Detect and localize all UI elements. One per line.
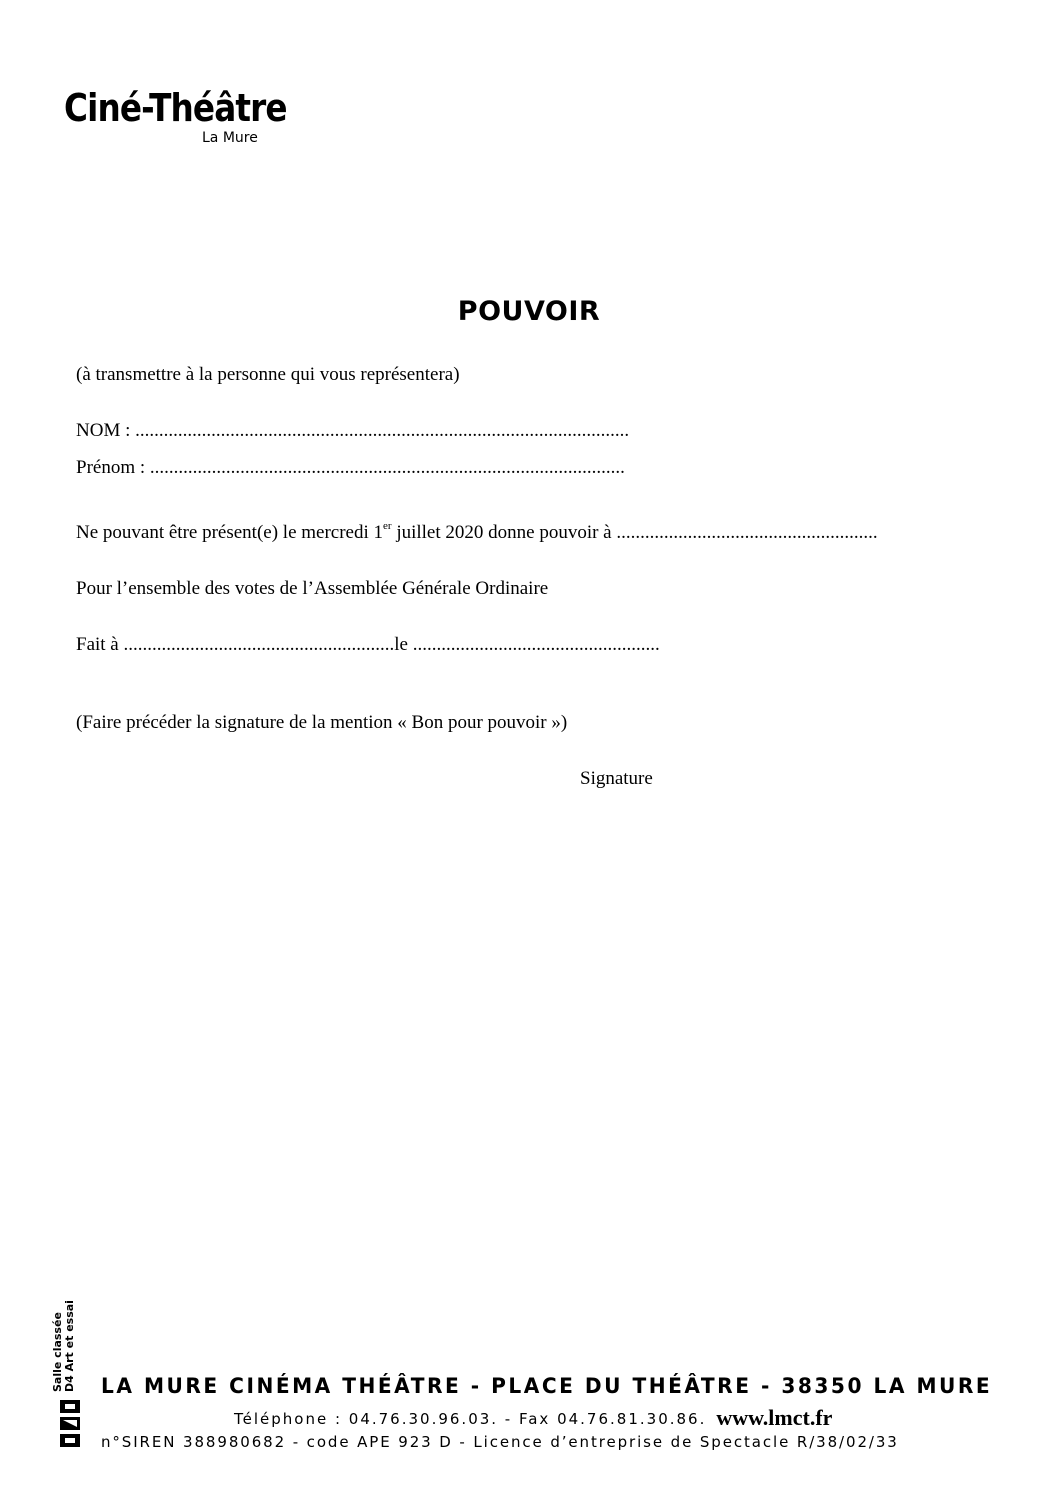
place-date-line: Fait à .........................................................le .................................................... [76,634,660,655]
side-label-line1: Salle classée [51,1312,64,1392]
logo-name: Ciné-Théâtre [64,86,287,130]
footer-website-link[interactable]: www.lmct.fr [716,1405,833,1430]
proxy-statement-end: juillet 2020 donne pouvoir à ....................................................... [391,522,878,543]
proxy-statement [76,522,878,544]
footer-address: LA MURE CINÉMA THÉÂTRE - PLACE DU THÉÂTRE - 38350 LA MURE [101,1374,993,1398]
footer-phone-fax: Téléphone : 04.76.30.96.03. - Fax 04.76.81.30.86. [234,1410,707,1428]
side-label-line2: D4 Art et essai [63,1300,76,1392]
proxy-statement-start: Ne pouvant être présent(e) le mercredi 1 [76,522,384,543]
footer-legal: n°SIREN 388980682 - code APE 923 D - Licence d’entreprise de Spectacle R/38/02/33 [101,1433,899,1451]
logo-place: La Mure [202,130,258,146]
footer-contact [234,1404,832,1430]
art-et-essai-logo-icon [58,1400,82,1448]
nom-field-line: NOM : ........................................................................................................ [76,420,630,441]
signature-label: Signature [580,768,653,789]
cine-theatre-logo [64,86,304,156]
prenom-field-line: Prénom : .................................................................................................... [76,457,625,478]
mention-instruction: (Faire précéder la signature de la mention « Bon pour pouvoir ») [76,712,568,733]
votes-scope-text: Pour l’ensemble des votes de l’Assemblée Générale Ordinaire [76,578,549,599]
salle-classee-label [52,1300,76,1392]
document-title: POUVOIR [457,296,601,327]
intro-text: (à transmettre à la personne qui vous représentera) [76,364,460,385]
ordinal-suffix: er [383,520,392,532]
